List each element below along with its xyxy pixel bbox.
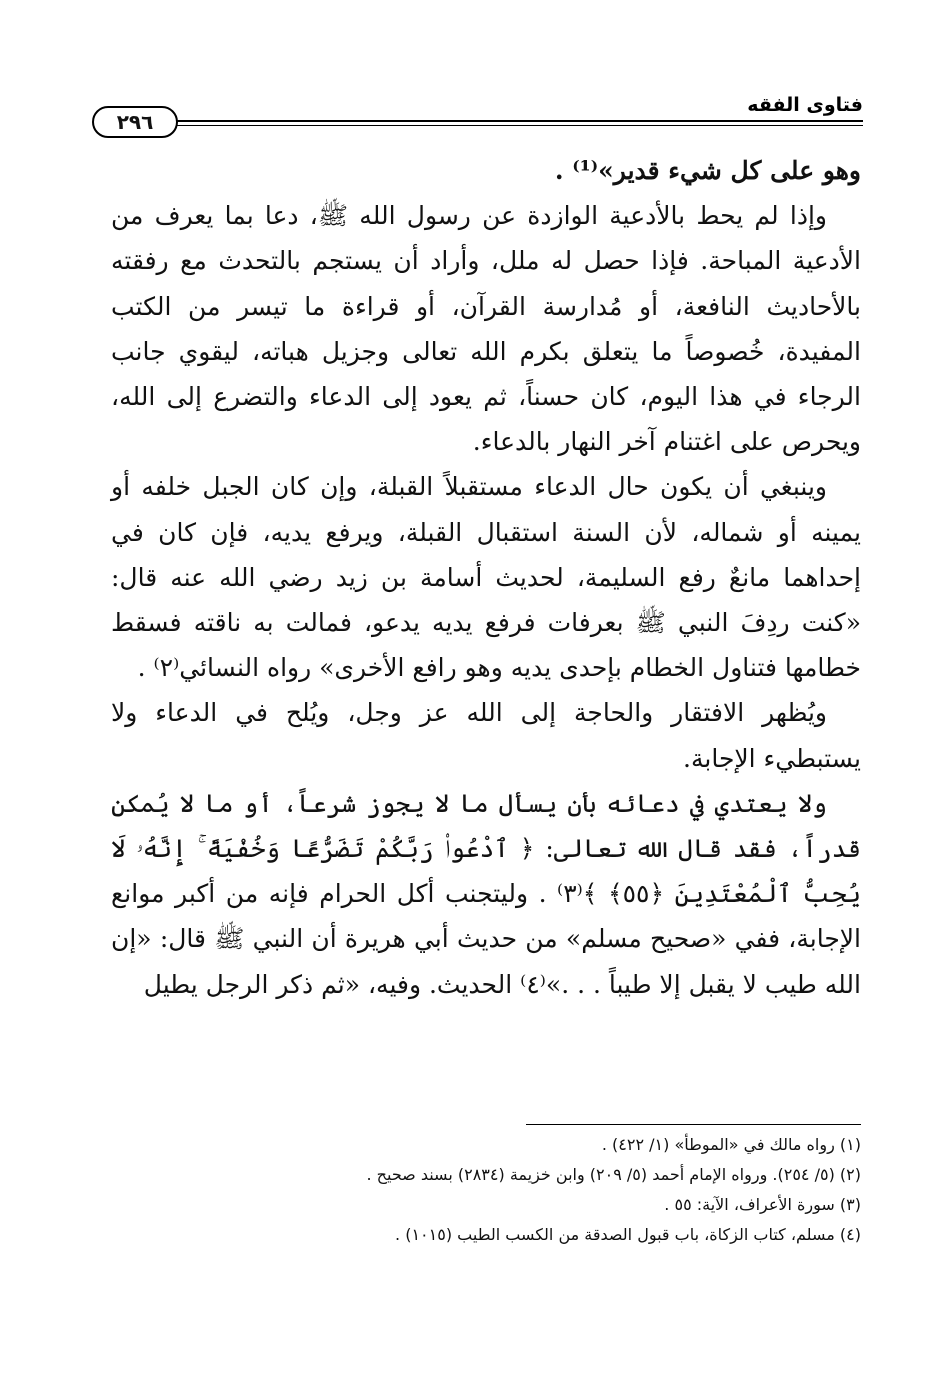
running-title: فتاوى الفقه: [747, 94, 863, 116]
body-text: [111, 148, 861, 1007]
paragraph-3: وينبغي أن يكون حال الدعاء مستقبلاً القبلة، وإن كان الجبل خلفه أو يمينه أو شماله، لأن السنة استقبال القبلة، ويرفع يديه، فإن كان في إحداهما مانعٌ رفع السليمة، لحديث أسامة بن زيد رضي الله عنه قال: «كنت ردِفَ النبي ﷺ بعرفات فرفع يديه يدعو، فمالت به ناقته فسقط خطامها فتناول الخطام بإحدى يديه وهو رافع الأخرى» رواه النسائي⁽٢⁾ .: [111, 472, 861, 683]
paragraph-2: وإذا لم يحط بالأدعية الوازدة عن رسول الله ﷺ، دعا بما يعرف من الأدعية المباحة. فإذا حصل له ملل، وأراد أن يستجم بالتحدث مع رفقته بالأحاديث النافعة، أو مُدارسة القرآن، أو قراءة ما تيسر من الكتب المفيدة، خُصوصاً ما يتعلق بكرم الله تعالى وجزيل هباته، ليقوي جانب الرجاء في هذا اليوم، كان حسناً، ثم يعود إلى الدعاء والتضرع إلى الله، ويحرص على اغتنام آخر النهار بالدعاء.: [111, 201, 861, 457]
paragraph-5: ولا يعتدي في دعائه بأن يسأل ما لا يجوز شرعاً، أو ما لا يُمكن قدراً، فقد قال الله تعالى: ﴿ ٱدْعُوا۟ رَبَّكُمْ تَضَرُّعًا وَخُفْيَةً ۚ إِنَّهُۥ لَا يُحِبُّ ٱلْمُعْتَدِينَ ﴿٥٥﴾ ﴾⁽٣⁾ . وليتجنب أكل الحرام فإنه من أكبر موانع الإجابة، ففي «صحيح مسلم» من حديث أبي هريرة أن النبي ﷺ قال: «إن الله طيب لا يقبل إلا طيباً . . .»⁽٤⁾ الحديث. وفيه، «ثم ذكر الرجل يطيل: [111, 788, 862, 999]
paragraph-4: ويُظهر الافتقار والحاجة إلى الله عز وجل، ويُلح في الدعاء ولا يستبطيء الإجابة.: [111, 698, 861, 773]
footnote-4: (٤) مسلم، كتاب الزكاة، باب قبول الصدقة من الكسب الطيب (١٠١٥) .: [395, 1225, 861, 1244]
page-header: [80, 92, 863, 134]
footnote-separator: [526, 1124, 861, 1125]
footnotes: [101, 1130, 861, 1250]
header-rule: [176, 120, 863, 126]
page-number: ٢٩٦: [92, 106, 178, 138]
footnote-3: (٣) سورة الأعراف، الآية: ٥٥ .: [664, 1195, 861, 1214]
footnote-1: (١) رواه مالك في «الموطأ» (١/ ٤٢٢) .: [601, 1135, 861, 1154]
paragraph-1: وهو على كل شيء قدير»⁽¹⁾ .: [554, 156, 861, 185]
footnote-2: (٢) (٥/ ٢٥٤). ورواه الإمام أحمد (٥/ ٢٠٩) وابن خزيمة (٢٨٣٤) بسند صحيح .: [366, 1165, 861, 1184]
